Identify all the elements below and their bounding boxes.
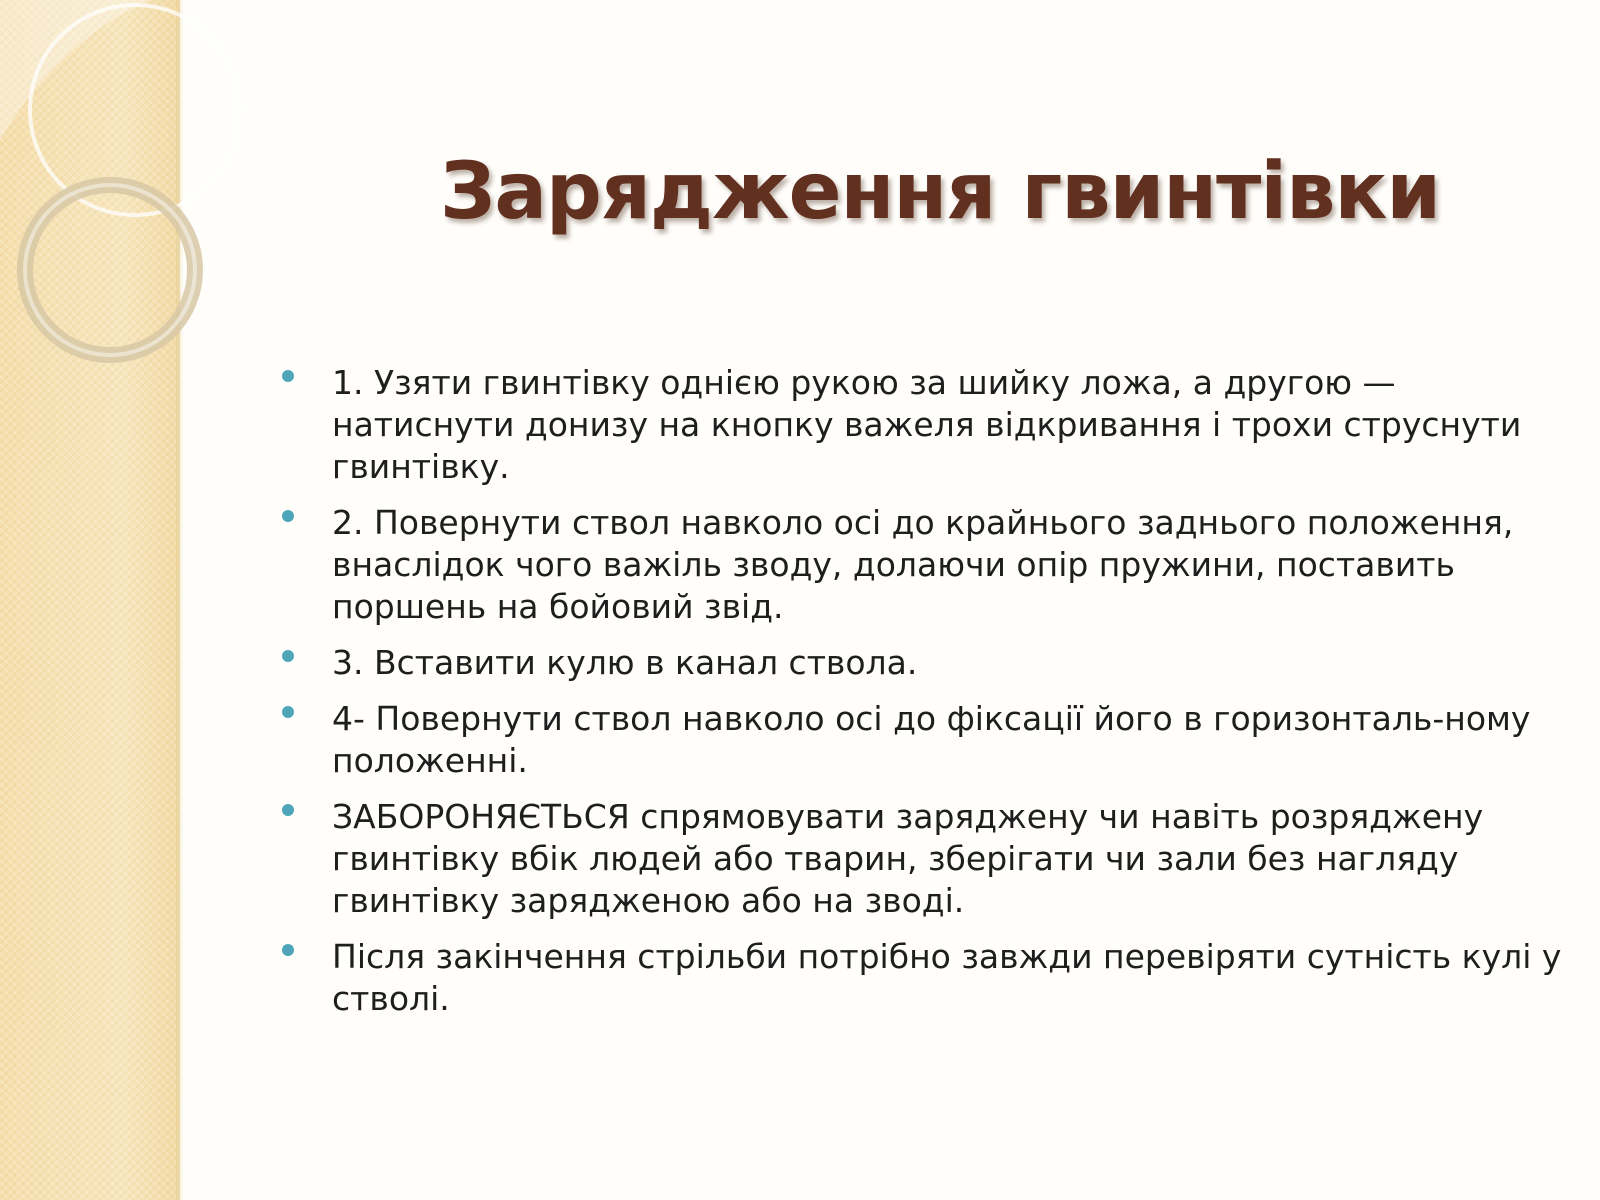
- rings-graphic: [0, 0, 260, 420]
- list-item-text: 4- Повернути ствол навколо осі до фіксації його в горизонталь-ному положенні.: [332, 699, 1531, 780]
- bullet-list: [282, 362, 1562, 1034]
- bullet-icon: [282, 650, 294, 662]
- list-item-text: 2. Повернути ствол навколо осі до крайнього заднього положення, внаслідок чого важіль зводу, долаючи опір пружини, поставить поршень на бойовий звід.: [332, 503, 1514, 626]
- bullet-icon: [282, 370, 294, 382]
- list-item-text: ЗАБОРОНЯЄТЬСЯ спрямовувати заряджену чи навіть розряджену гвинтівку вбік людей або тварин, зберігати чи зали без нагляду гвинтівку зарядженою або на зводі.: [332, 797, 1484, 920]
- list-item: [282, 796, 1562, 922]
- bullet-icon: [282, 510, 294, 522]
- list-item-text: 1. Узяти гвинтівку однією рукою за шийку ложа, а другою — натиснути донизу на кнопку важеля відкривання і трохи струснути гвинтівку.: [332, 363, 1522, 486]
- bullet-icon: [282, 706, 294, 718]
- corner-highlight: [0, 0, 150, 140]
- slide-title: Зарядження гвинтівки: [440, 147, 1441, 238]
- bullet-icon: [282, 944, 294, 956]
- list-item: [282, 502, 1562, 628]
- list-item: [282, 936, 1562, 1020]
- list-item: [282, 698, 1562, 782]
- list-item-text: Після закінчення стрільби потрібно завжди перевіряти сутність кулі у стволі.: [332, 937, 1562, 1018]
- list-item-text: 3. Вставити кулю в канал ствола.: [332, 643, 918, 682]
- list-item: [282, 362, 1562, 488]
- bullet-icon: [282, 804, 294, 816]
- list-item: [282, 642, 1562, 684]
